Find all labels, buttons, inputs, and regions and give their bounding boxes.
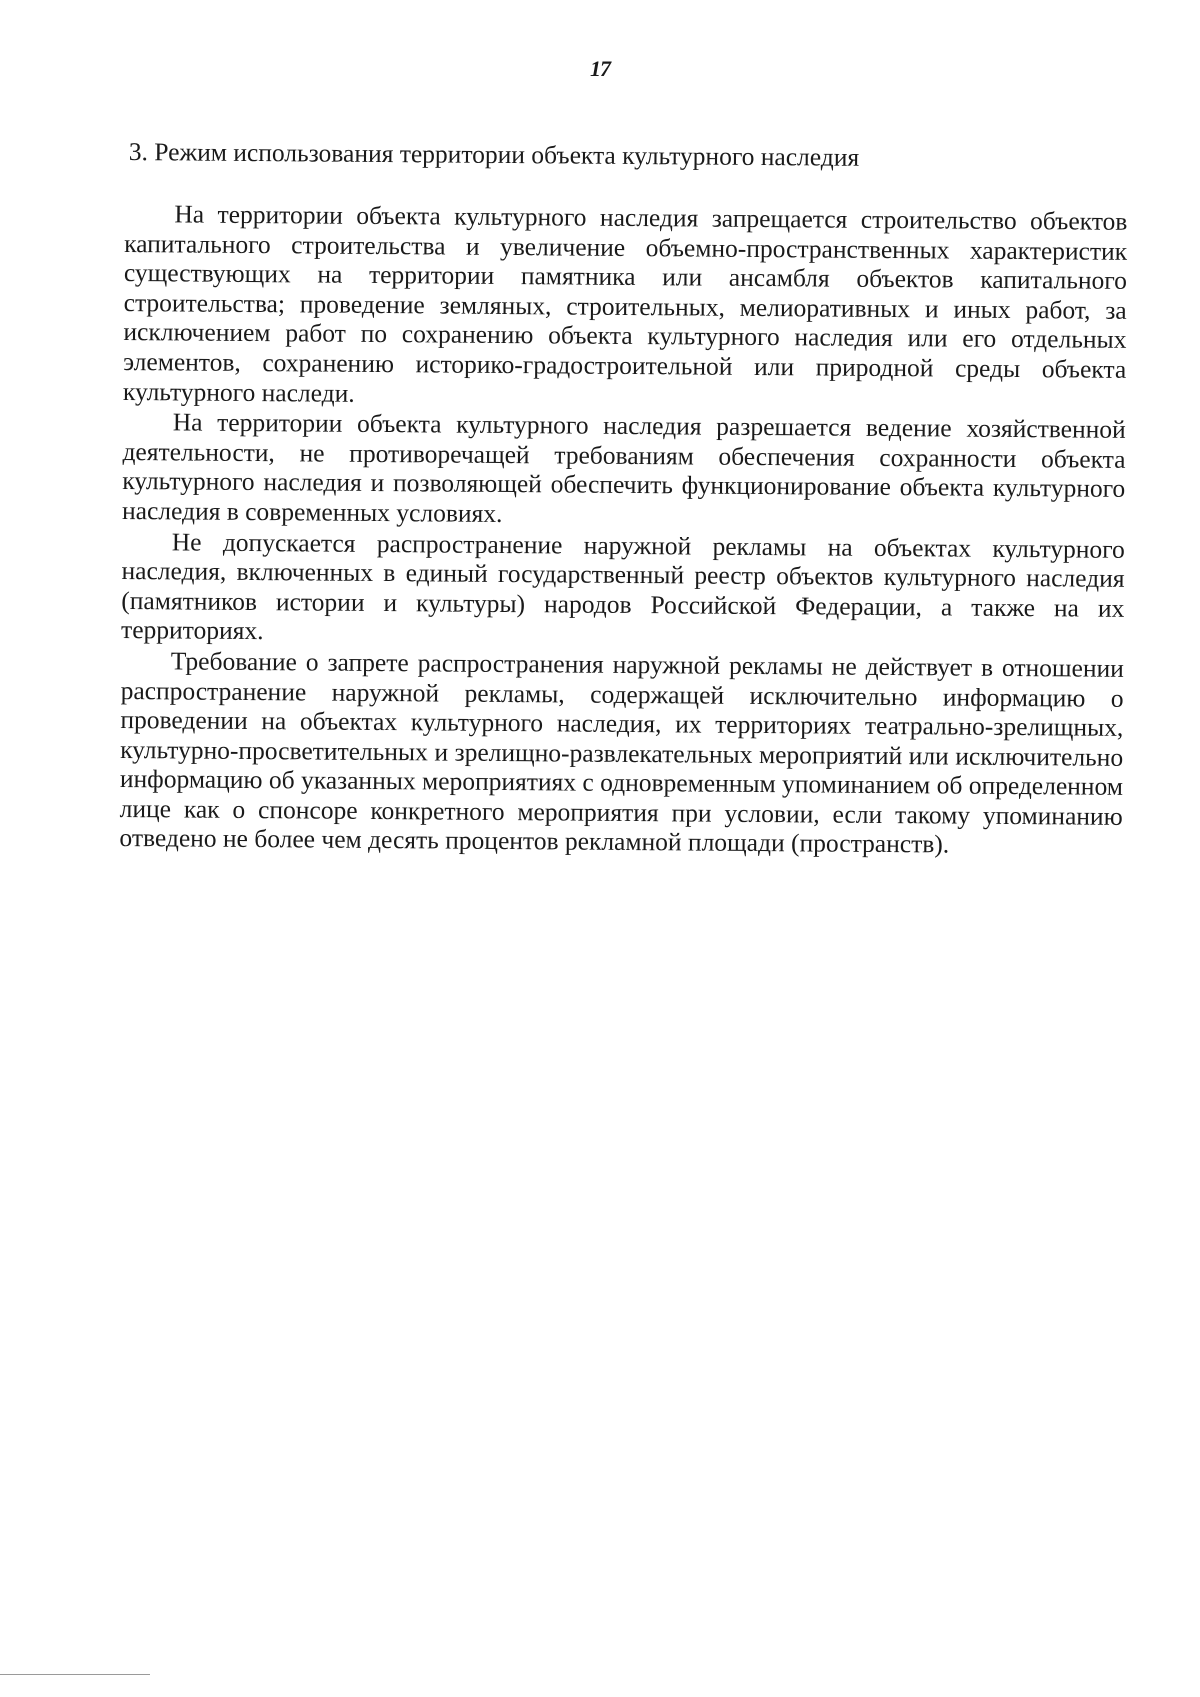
paragraph-advertising-exception: Требование о запрете распространения наружной рекламы не действует в отношении распространение наружной рекламы, содержащей исключительно информацию о проведении на объектах культурного наследия, их территориях театрально-зрелищных, культурно-просветительных и зрелищно-развлекательных мероприятий или исключительно информацию об указанных мероприятиях с одновременным упоминанием об определенном лице как о спонсоре конкретного мероприятия при условии, если такому упоминанию отведено не более чем десять процентов рекламной площади (пространств). — [119, 646, 1124, 859]
paragraph-permitted-activity: На территории объекта культурного наследия разрешается ведение хозяйственной деятельности, не противоречащей требованиям обеспечения сохранности объекта культурного наследия и позволяющей обеспечить функционирование объекта культурного наследия в современных условиях. — [121, 407, 1126, 528]
section-heading: 3. Режим использования территории объекта культурного наследия — [128, 137, 860, 172]
page-number: 17 — [590, 56, 610, 81]
document-body — [119, 136, 1128, 861]
paragraph-advertising-ban: Не допускается распространение наружной рекламы на объектах культурного наследия, включенных в единый государственный реестр объектов культурного наследия (памятников истории и культуры) народов Российской Федерации, а также на их территориях. — [121, 526, 1125, 646]
paragraph-construction-ban: На территории объекта культурного наследия запрещается строительство объектов капитального строительства и увеличение объемно-пространственных характеристик существующих на территории памятника или ансамбля объектов капитального строительства; проведение земляных, строительных, мелиоративных и иных работ, за исключением работ по сохранению объекта культурного наследия или его отдельных элементов, сохранению историко-градостроительной или природной среды объекта культурного наследи. — [122, 199, 1128, 408]
scan-edge-line — [0, 1674, 150, 1675]
